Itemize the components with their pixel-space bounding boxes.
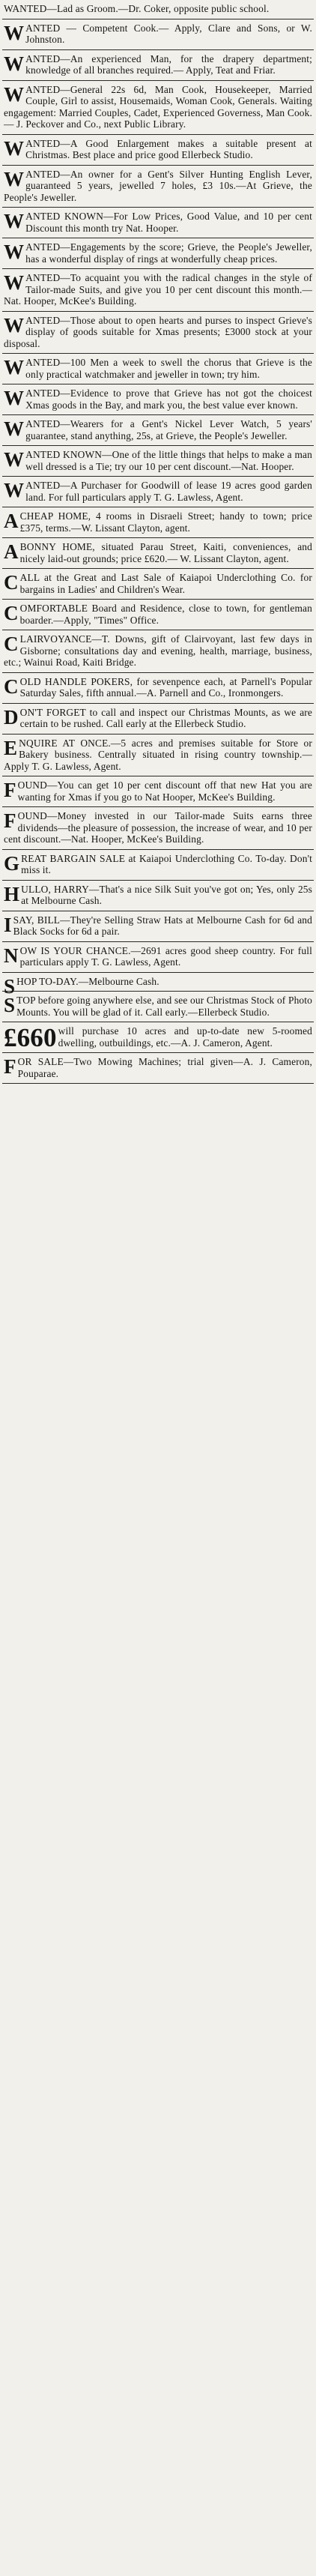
drop-cap: A bbox=[4, 540, 19, 563]
ad-text: ANTED—Engagements by the score; Grieve, the People's Jeweller, has a wonderful display of rings at wonderfully cheap prices. bbox=[25, 241, 312, 265]
classified-ad bbox=[2, 810, 314, 850]
classified-ad bbox=[2, 995, 314, 1022]
ad-text: ANTED — Competent Cook.— Apply, Clare and Sons, or W. Johnston. bbox=[25, 22, 312, 45]
ad-text: TOP before going anywhere else, and see our Christmas Stock of Photo Mounts. You will be glad of it. Call early.—Ellerbeck Studio. bbox=[16, 995, 312, 1018]
ad-text: ANTED—A Good Enlargement makes a suitable present at Christmas. Best place and price good Ellerbeck Studio. bbox=[25, 137, 312, 160]
drop-cap: W bbox=[4, 167, 25, 190]
classified-ad bbox=[2, 169, 314, 208]
classified-ad bbox=[2, 272, 314, 312]
ad-text: ANTED—An owner for a Gent's Silver Hunting English Lever, guaranteed 5 years, jewelled 7 holes, £3 10s.—At Grieve, the People's Jeweller. bbox=[4, 168, 312, 203]
drop-cap: C bbox=[4, 571, 19, 594]
classified-ad bbox=[2, 572, 314, 600]
ad-text: ALL at the Great and Last Sale of Kaiapoi Underclothing Co. for bargains in Ladies' and Children's Wear. bbox=[19, 572, 312, 595]
classified-ad bbox=[2, 884, 314, 911]
classified-ad bbox=[2, 3, 314, 19]
drop-cap: W bbox=[4, 210, 25, 232]
classified-ad bbox=[2, 676, 314, 704]
drop-cap: W bbox=[4, 241, 25, 263]
classified-ad bbox=[2, 84, 314, 135]
drop-cap: S bbox=[4, 994, 16, 1016]
ad-text: ANTED KNOWN—For Low Prices, Good Value, and 10 per cent Discount this month try Nat. Hooper. bbox=[25, 211, 312, 234]
drop-cap: F bbox=[4, 1055, 16, 1078]
drop-cap: A bbox=[4, 510, 19, 532]
drop-cap: W bbox=[4, 21, 25, 44]
drop-cap: W bbox=[4, 136, 25, 160]
classified-ad bbox=[2, 449, 314, 477]
classified-ad bbox=[2, 914, 314, 942]
classified-ad bbox=[2, 603, 314, 630]
classified-ad bbox=[2, 53, 314, 81]
drop-cap: C bbox=[4, 633, 19, 655]
classified-ad bbox=[2, 707, 314, 735]
classified-ad bbox=[2, 241, 314, 269]
classified-ad bbox=[2, 1056, 314, 1084]
classified-ad bbox=[2, 211, 314, 238]
drop-cap: D bbox=[4, 705, 19, 729]
ad-text: ANTED—Those about to open hearts and purses to inspect Grieve's display of goods suitable for Xmas presents; £3000 stock at your disposal. bbox=[4, 314, 312, 349]
ad-text: ULLO, HARRY—That's a nice Silk Suit you've got on; Yes, only 25s at Melbourne Cash. bbox=[21, 883, 312, 906]
classified-ad bbox=[2, 22, 314, 50]
drop-cap: F bbox=[4, 809, 16, 832]
ad-text: will purchase 10 acres and up-to-date new 5-roomed dwelling, outbuildings, etc.—A. J. Cameron, Agent. bbox=[58, 1025, 312, 1049]
classified-ad bbox=[2, 315, 314, 355]
classified-ad bbox=[2, 387, 314, 415]
classified-ad bbox=[2, 510, 314, 538]
drop-cap: S bbox=[4, 974, 16, 998]
ad-text: NQUIRE AT ONCE.—5 acres and premises suitable for Store or Bakery business. Centrally situated in rising country township.—Apply T. G. Lawless, Agent. bbox=[4, 737, 312, 772]
classified-ad bbox=[2, 480, 314, 507]
ad-text: ANTED—A Purchaser for Goodwill of lease 19 acres good garden land. For full particulars apply T. G. Lawless, Agent. bbox=[25, 480, 312, 503]
drop-cap: W bbox=[4, 448, 25, 471]
classified-ad bbox=[2, 418, 314, 446]
classified-ad bbox=[2, 779, 314, 807]
ad-text: ANTED—Evidence to prove that Grieve has not got the choicest Xmas goods in the Bay, and mark you, the best value ever known. bbox=[25, 387, 312, 411]
drop-cap: W bbox=[4, 82, 25, 106]
drop-cap: W bbox=[4, 52, 25, 75]
drop-cap: W bbox=[4, 271, 25, 294]
drop-cap: E bbox=[4, 736, 18, 759]
drop-cap: N bbox=[4, 944, 19, 967]
ad-text: OUND—Money invested in our Tailor-made Suits earns three dividends—the pleasure of possession, the increase of wear, and 10 per cent discount.—Nat. Hooper, McKee's Building. bbox=[4, 810, 312, 845]
ad-text: ANTED—General 22s 6d, Man Cook, Housekeeper, Married Couple, Girl to assist, Housemaids, Woman Cook, Generals. Waiting engagement: Married Couples, Cadet, Experienced Governess, Man Cook.— J. Peckover and Co., next Public Library. bbox=[4, 83, 312, 130]
ad-text: OW IS YOUR CHANCE.—2691 acres good sheep country. For full particulars apply T. G. Lawless, Agent. bbox=[19, 944, 312, 968]
ad-text: LAIRVOYANCE—T. Downs, gift of Clairvoyant, last few days in Gisborne; consultations day and evening, health, marriage, business, etc.; Wainui Road, Kaiti Bridge. bbox=[4, 633, 312, 668]
classified-ad bbox=[2, 853, 314, 881]
classified-ad bbox=[2, 974, 314, 998]
ad-text: OUND—You can get 10 per cent discount off that new Hat you are wanting for Xmas if you go to Nat Hooper, McKee's Building. bbox=[17, 779, 312, 803]
ad-text: BONNY HOME, situated Parau Street, Kaiti, conveniences, and nicely laid-out grounds; price £620.— W. Lissant Clayton, agent. bbox=[19, 541, 312, 564]
drop-cap: G bbox=[4, 851, 20, 875]
drop-cap: C bbox=[4, 675, 19, 698]
ad-text: SAY, BILL—They're Selling Straw Hats at Melbourne Cash for 6d and Black Socks for 6d a pair. bbox=[13, 914, 312, 937]
drop-cap: £660 bbox=[4, 1023, 57, 1052]
ad-text: HOP TO-DAY.—Melbourne Cash. bbox=[16, 975, 159, 987]
ad-text: OMFORTABLE Board and Residence, close to town, for gentleman boarder.—Apply, "Times" Office. bbox=[19, 603, 312, 626]
drop-cap: C bbox=[4, 602, 19, 624]
classified-ad bbox=[2, 138, 314, 166]
ad-text: WANTED—Lad as Groom.—Dr. Coker, opposite public school. bbox=[4, 3, 270, 14]
drop-cap: I bbox=[4, 913, 12, 936]
ad-text: ANTED—An experienced Man, for the drapery department; knowledge of all branches required.— Apply, Teat and Friar. bbox=[25, 52, 312, 76]
drop-cap: W bbox=[4, 313, 25, 337]
classified-ad bbox=[2, 945, 314, 973]
drop-cap: W bbox=[4, 387, 25, 409]
ad-text: CHEAP HOME, 4 rooms in Disraeli Street; handy to town; price £375, terms.—W. Lissant Clayton, agent. bbox=[19, 510, 312, 534]
ad-text: ANTED—100 Men a week to swell the chorus that Grieve is the only practical watchmaker and jeweller in town; try him. bbox=[25, 357, 312, 380]
drop-cap: W bbox=[4, 479, 25, 501]
classified-ad bbox=[2, 1025, 314, 1053]
drop-cap: W bbox=[4, 356, 25, 378]
ad-text: ANTED KNOWN—One of the little things that helps to make a man well dressed is a Tie; try our 10 per cent discount.—Nat. Hooper. bbox=[25, 449, 312, 472]
ad-text: OLD HANDLE POKERS, for sevenpence each, at Parnell's Popular Saturday Sales, fifth annual.—A. Parnell and Co., Ironmongers. bbox=[19, 675, 312, 699]
ad-text: ANTED—Wearers for a Gent's Nickel Lever Watch, 5 years' guarantee, stand anything, 25s, at Grieve, the People's Jeweller. bbox=[25, 418, 312, 441]
ad-text: REAT BARGAIN SALE at Kaiapoi Underclothing Co. To-day. Don't miss it. bbox=[21, 852, 312, 875]
ad-text: OR SALE—Two Mowing Machines; trial given—A. J. Cameron, Pouparae. bbox=[17, 1056, 312, 1079]
classified-ad bbox=[2, 541, 314, 569]
classified-ad bbox=[2, 633, 314, 673]
drop-cap: H bbox=[4, 882, 20, 905]
ad-text: ON'T FORGET to call and inspect our Christmas Mounts, as we are certain to be rushed. Call early at the Ellerbeck Studio. bbox=[19, 706, 312, 729]
classified-ad bbox=[2, 357, 314, 384]
classified-ad bbox=[2, 737, 314, 777]
drop-cap: F bbox=[4, 779, 16, 801]
ad-text: ANTED—To acquaint you with the radical changes in the style of Tailor-made Suits, and give you 10 per cent discount this month.—Nat. Hooper, McKee's Building. bbox=[4, 272, 312, 307]
drop-cap: W bbox=[4, 417, 25, 440]
